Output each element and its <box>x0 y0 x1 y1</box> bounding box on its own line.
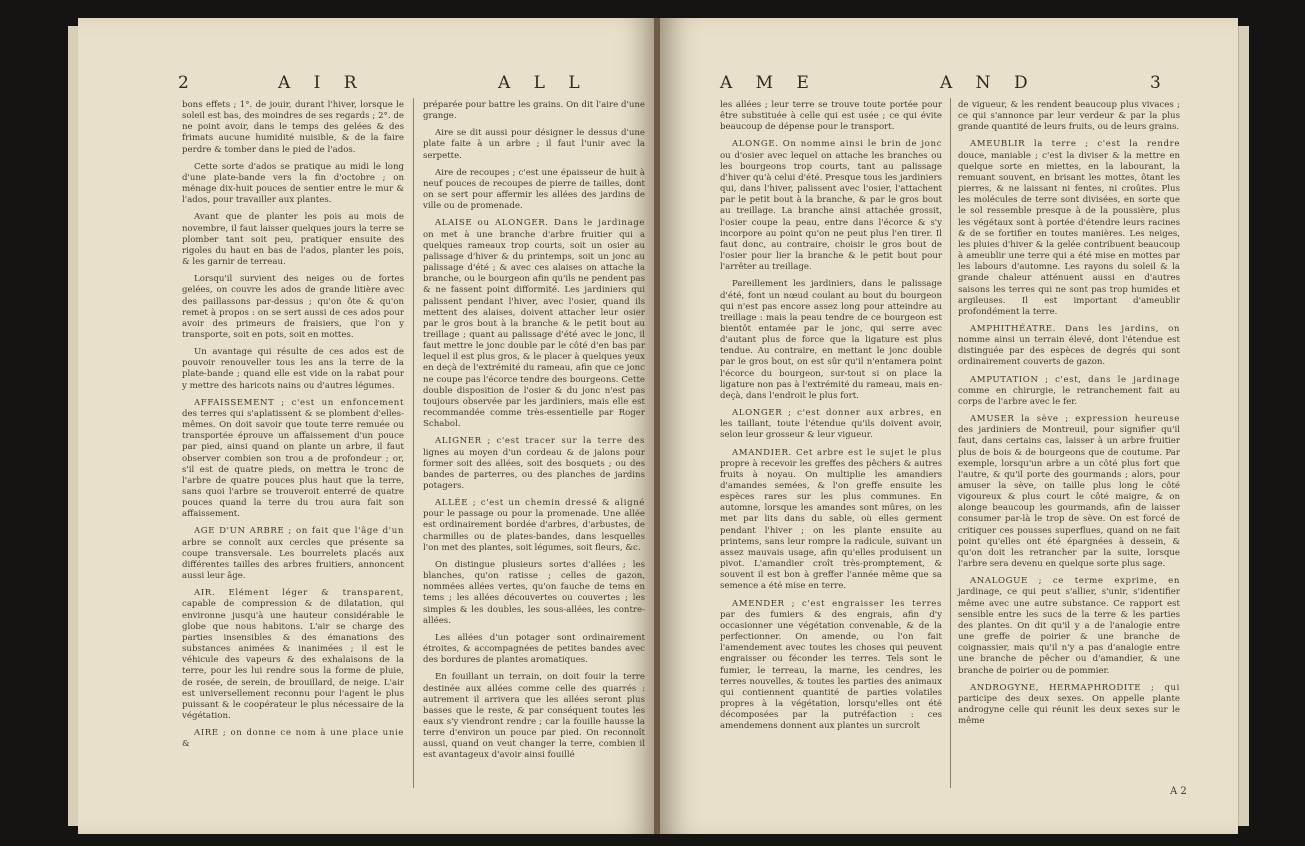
dictionary-entry: AMUSER la sève ; expression heureuse des jardiniers de Montreuil, pour signifier qu'il faut, dans certains cas, laisser à un arbre fruitier plus de bois & de bourgeons que de coutume. Par exemple, lorsqu'un arbre a un côté plus fort que l'autre, & qu'il porte des gourmands ; alors, pour amuser la sève, on taille plus long le côté vigoureux & plus court le côté maigre, & on alonge beaucoup les gourmands, afin de laisser consumer par-là le trop de sève. On est forcé de critiquer ces pousses superflues, quand on ne fait point qu'elles ont été épargnées à dessein, & qu'on doit les retrancher par la suite, lorsque l'arbre sera devenu en quelque sorte plus sage. <box>958 414 1180 570</box>
right-page-number: 3 <box>1150 73 1170 93</box>
right-headword-1: A M E <box>720 73 818 93</box>
right-column-2 <box>958 100 1180 733</box>
dictionary-entry: ALONGE. On nomme ainsi le brin de jonc ou d'osier avec lequel on attache les branches ou les bourgeons trop courts, tant au palissage d'hiver qu'à celui d'été. Presque tous les jardiniers qui, dans l'hiver, palissent avec l'osier, l'attachent par le petit bout à la branche, & par le gros bout au treillage. La branche ainsi attachée grossit, l'osier coupe la peau, entre dans l'écorce & s'y incorpore au point qu'on ne peut plus l'en tirer. Il faut donc, au contraire, choisir le gros bout de l'osier pour lier la branche & le petit bout pour l'arrêter au treillage. <box>720 139 942 273</box>
dictionary-entry: ALIGNER ; c'est tracer sur la terre des lignes au moyen d'un cordeau & de jalons pour former soit des allées, soit des bosquets ; ou des bandes de parterres, ou des planches de jardins potagers. <box>423 436 645 491</box>
paragraph: On distingue plusieurs sortes d'allées ; les blanches, qu'on ratisse ; celles de gazon, nommées allées vertes, qu'on fauche de tems en tems ; les allées découvertes ou couvertes ; les simples & les doubles, les sous-allées, les contre-allées. <box>423 559 645 626</box>
paragraph: Cette sorte d'ados se pratique au midi le long d'une plate-bande vers la fin d'octobre ; on ménage dix-huit pouces de sentier entre le mur & l'ados, pour travailler aux plantes. <box>182 161 404 206</box>
dictionary-entry: AMEUBLIR la terre ; c'est la rendre douce, maniable ; c'est la diviser & la mettre en quelque sorte en miettes, en la labourant, la remuant souvent, en brisant les mottes, ôtant les pierres, & ne laissant ni fentes, ni croûtes. Plus les molécules de terre sont divisées, en sorte que le sol ressemble presque à de la poussière, plus les végétaux sont à portée d'étendre leurs racines & de se fortifier en toutes manières. Les neiges, les pluies d'hiver & la gelée contribuent beaucoup à ameublir une terre qui a été mise en mottes par les labours d'automne. Les rayons du soleil & la grande chaleur atténuent aussi en d'autres saisons les terres qui ne sont pas trop humides et argileuses. Il est important d'ameublir profondément la terre. <box>958 139 1180 317</box>
right-column-1 <box>720 100 942 738</box>
dictionary-entry: AMANDIER. Cet arbre est le sujet le plus propre à recevoir les greffes des pêchers & autres fruits à noyau. On multiplie les amandiers d'amandes semées, & l'on greffe ensuite les espèces rares sur les plus communes. En automne, lorsque les amandes sont mûres, on les met par lits dans du sable, où elles germent pendant l'hiver ; on les plante ensuite au printems, sans leur rompre la radicule, suivant un assez mauvais usage, afin qu'elles produisent un pivot. L'amandier croît très-promptement, & souvent il est bon à greffer l'année même que sa semence a été mise en terre. <box>720 447 942 592</box>
right-running-head <box>660 73 1238 97</box>
left-headword-1: A I R <box>278 73 366 93</box>
paragraph: Pareillement les jardiniers, dans le palissage d'été, font un nœud coulant au bout du bourgeon qui n'est pas encore assez long pour atteindre au treillage : mais la peau tendre de ce bourgeon est bientôt entamée par le jonc, qui serre avec d'autant plus de force que la ligature est plus tendue. Au contraire, en mettant le jonc double par le gros bout, on est sûr qu'il n'entamera point l'écorce du bourgeon, sur-tout si on place la ligature non pas à l'extrémité du rameau, mais en-deçà, dans l'endroit le plus fort. <box>720 279 942 401</box>
dictionary-entry: ALONGER ; c'est donner aux arbres, en les taillant, toute l'étendue qu'ils doivent avoir, selon leur grosseur & leur vigueur. <box>720 408 942 441</box>
paragraph: préparée pour battre les grains. On dit l'aire d'une grange. <box>423 100 645 122</box>
paragraph: Lorsqu'il survient des neiges ou de fortes gelées, on couvre les ados de grande litière avec des paillassons par-dessus ; qu'on ôte & qu'on remet à propos : on se sert aussi de ces ados pour avoir des primeurs de fraisiers, que l'on y transporte, soit en pots, soit en mottes. <box>182 274 404 340</box>
dictionary-entry: AIRE ; on donne ce nom à une place unie & <box>182 728 404 750</box>
column-rule <box>950 98 951 788</box>
paragraph: Un avantage qui résulte de ces ados est de pouvoir renouveller tous les ans la terre de la plate-bande ; quand elle est vide on la rabat pour y mettre des haricots nains ou d'autres légumes. <box>182 347 404 391</box>
left-column-1 <box>182 100 404 756</box>
page-edges-right <box>1238 26 1249 826</box>
left-headword-2: A L L <box>498 73 589 93</box>
dictionary-entry: AMPUTATION ; c'est, dans le jardinage comme en chirurgie, le retranchement fait au corps de l'arbre avec le fer. <box>958 374 1180 407</box>
paragraph: En fouillant un terrain, on doit fouir la terre destinée aux allées comme celle des quarrés : autrement il arrivera que les allées seront plus basses que le reste, & par conséquent toutes les eaux s'y viendront rendre ; car la fouille hausse la terre d'environ un pouce par pied. On reconnoît aussi, quand on veut changer la terre, combien il est avantageux d'avoir ainsi fouillé <box>423 672 645 761</box>
paragraph: Aire se dit aussi pour désigner le dessus d'une plate faite à un arbre ; il faut l'unir avec la serpette. <box>423 128 645 161</box>
dictionary-entry: ANDROGYNE, HERMAPHRODITE ; qui participe des deux sexes. On appelle plante androgyne celle qui réunit les deux sexes sur le même <box>958 682 1180 727</box>
dictionary-entry: ANALOGUE ; ce terme exprime, en jardinage, ce qui peut s'allier, s'unir, s'identifier même avec une autre substance. Ce rapport est sensible entre les sucs de la terre & les parties des plantes. On dit qu'il y a de l'analogie entre une greffe de poirier & une branche de coignassier, mais qu'il n'y a pas d'analogie entre une branche de pêcher ou d'amandier, & une branche de poirier ou de pommier. <box>958 576 1180 676</box>
signature-mark: A 2 <box>1170 786 1187 797</box>
column-rule <box>413 98 414 788</box>
dictionary-entry: AFFAISSEMENT ; c'est un enfoncement des terres qui s'aplatissent & se plombent d'elles-mêmes. On doit savoir que toute terre remuée ou transportée éprouve un affaissement d'un pouce par pied, ainsi quand on plante un arbre, il faut observer combien son trou a de profondeur ; or, s'il est de quatre pieds, on mettra le tronc de l'arbre de quatre pouces plus haut que la terre, sans quoi l'arbre se trouveroit enterré de quatre pouces quand la terre du trou aura fait son affaissement. <box>182 397 404 520</box>
paragraph: Les allées d'un potager sont ordinairement étroites, & accompagnées de petites bandes avec des bordures de plantes aromatiques. <box>423 632 645 666</box>
left-page <box>78 18 656 834</box>
paragraph: de vigueur, & les rendent beaucoup plus vivaces ; ce qui s'annonce par leur verdeur & par la plus grande quantité de leurs fruits, ou de leurs grains. <box>958 100 1180 133</box>
left-running-head <box>78 73 656 97</box>
open-book <box>78 18 1238 834</box>
left-page-number: 2 <box>178 73 198 93</box>
dictionary-entry: AMPHITHÉATRE. Dans les jardins, on nomme ainsi un terrain élevé, dont l'étendue est distinguée par des espèces de degrés qui sont ordinairement couverts de gazon. <box>958 323 1180 368</box>
dictionary-entry: AGE D'UN ARBRE ; on fait que l'âge d'un arbre se connoît aux cercles que présente sa coupe transversale. Les bourrelets placés aux différentes tailles des arbres fruitiers, annoncent aussi leur âge. <box>182 526 404 582</box>
right-page <box>660 18 1238 834</box>
paragraph: les allées ; leur terre se trouve toute portée pour être substituée à celle qui est usée ; ce qui évite beaucoup de dépense pour le transport. <box>720 100 942 133</box>
right-headword-2: A N D <box>940 73 1037 93</box>
dictionary-entry: ALAISE ou ALONGER. Dans le jardinage on met à une branche d'arbre fruitier qui a quelques rameaux trop courts, soit un osier au palissage d'hiver & du printemps, soit un jonc au palissage d'été ; & avec ces alaises on attache la branche, ou le bourgeon afin qu'ils ne pendent pas & ne fassent point difformité. Les jardiniers qui palissent pendant l'hiver, avec l'osier, quand ils mettent des alaises, doivent attacher leur osier par le gros bout à la branche & le petit bout au treillage ; quant au palissage d'été avec le jonc, il faut mettre le jonc double par le côté d'en bas par lequel il est plus gros, & le placer à quelques yeux en deçà de l'extrémité du rameau, afin que ce jonc ne coupe pas l'écorce tendre des bourgeons. Cette double disposition de l'osier & du jonc n'est pas toujours observée par les jardiniers, mais elle est recommandée comme très-essentielle par Roger Schabol. <box>423 218 645 430</box>
dictionary-entry: AMENDER ; c'est engraisser les terres par des fumiers & des engrais, afin d'y occasionner une végétation convenable, & de la perfectionner. On amende, ou l'on fait l'amendement avec toutes les choses qui peuvent engraisser ou féconder les terres. Tels sont le fumier, le terreau, la marne, les cendres, les terres nouvelles, & toutes les parties des animaux qui contiennent quantité de parties volatiles propres à la végétation, lorsqu'elles ont été décomposées par la putréfaction : ces amendemens donnent aux plantes un surcroît <box>720 598 942 732</box>
dictionary-entry: ALLÉE ; c'est un chemin dressé & aligné pour le passage ou pour la promenade. Une allée est ordinairement bordée d'arbres, d'arbustes, de charmilles ou de plates-bandes, dans lesquelles l'on met des plantes, soit légumes, soit fleurs, &c. <box>423 498 645 553</box>
paragraph: Aire de recoupes ; c'est une épaisseur de huit à neuf pouces de recoupes de pierre de tailles, dont on se sert pour affermir les allées des jardins de ville ou de promenade. <box>423 167 645 212</box>
dictionary-entry: AIR. Elément léger & transparent, capable de compression & de dilatation, qui environne jusqu'à une hauteur considérable le globe que nous habitons. L'air se charge des parties insensibles & des émanations des substances animées & inanimées ; il est le véhicule des vapeurs & des exhalaisons de la terre, pour les lui rendre sous la forme de pluie, de rosée, de serein, de brouillard, de neige. L'air est universellement reconnu pour l'agent le plus puissant & le coopérateur le plus nécessaire de la végétation. <box>182 588 404 721</box>
left-column-2 <box>423 100 645 768</box>
paragraph: bons effets ; 1°. de jouir, durant l'hiver, lorsque le soleil est bas, des moindres de ses regards ; 2°. de ne point avoir, dans le temps des gelées & des frimats aucune humidité nuisible, & de la faire perdre & tomber dans le pied de l'ados. <box>182 100 404 155</box>
paragraph: Avant que de planter les pois au mois de novembre, il faut laisser quelques jours la terre se plomber tant soit peu, pratiquer ensuite des rigoles du haut en bas de l'ados, planter les pois, & les garnir de terreau. <box>182 212 404 268</box>
